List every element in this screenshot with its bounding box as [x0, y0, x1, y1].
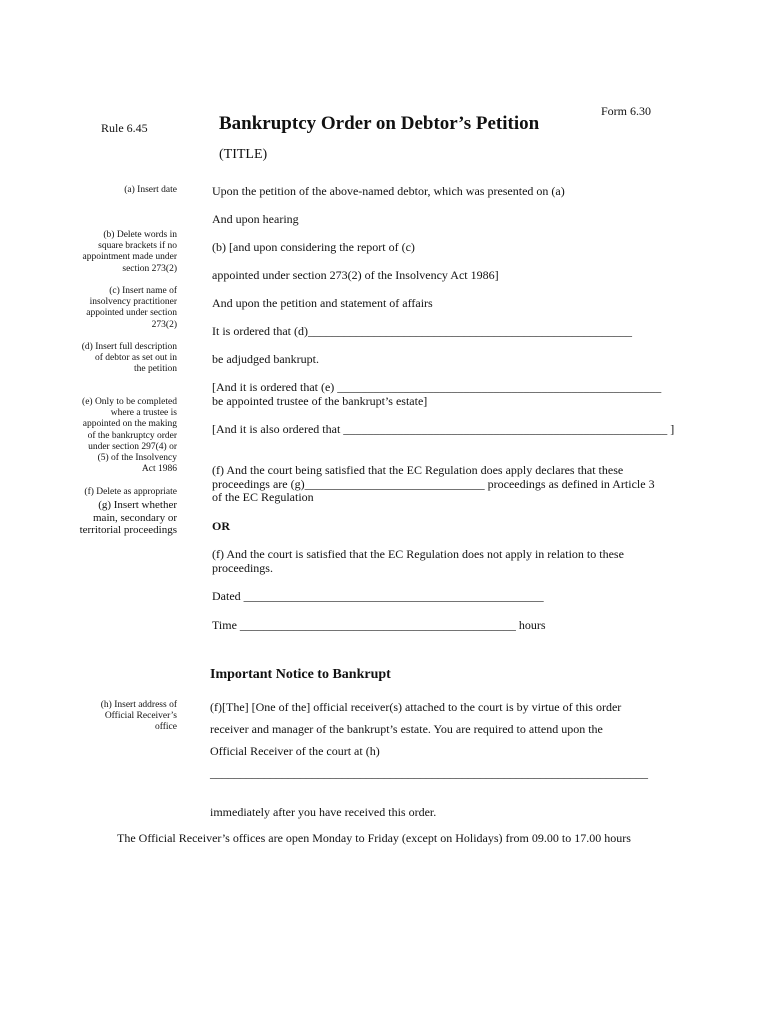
- margin-note-c: [86, 286, 177, 331]
- notice-line-2: receiver and manager of the bankrupt’s estate. You are required to attend upon the: [210, 722, 603, 736]
- note-line: of the bankruptcy order: [87, 430, 177, 441]
- ordered-line: It is ordered that (d)______________________________________________________: [212, 324, 632, 338]
- note-line: (e) Only to be completed: [82, 397, 177, 407]
- para-line: of the EC Regulation: [212, 490, 314, 504]
- note-line: Act 1986: [141, 464, 177, 475]
- note-line: where a trustee is: [110, 408, 177, 419]
- or-separator: OR: [212, 519, 230, 533]
- note-line: under section 297(4) or: [88, 441, 177, 452]
- note-line: (c) Insert name of: [109, 286, 177, 296]
- statement-line: And upon the petition and statement of affairs: [212, 296, 433, 310]
- note-line: section 273(2): [122, 263, 177, 274]
- trustee-line-1: [And it is ordered that (e) ______________________________________________________: [212, 380, 662, 394]
- note-line: the petition: [133, 364, 177, 375]
- notice-line-5: immediately after you have received this order.: [210, 805, 437, 819]
- dated-line: Dated __________________________________________________: [212, 589, 544, 603]
- time-line: Time ______________________________________________ hours: [212, 618, 546, 632]
- ec-not-applies-paragraph: [212, 548, 624, 575]
- note-line: (5) of the Insolvency: [97, 453, 177, 464]
- appointed-line: appointed under section 273(2) of the Insolvency Act 1986]: [212, 268, 499, 282]
- note-line: office: [155, 722, 177, 733]
- rule-number: Rule 6.45: [101, 121, 148, 135]
- also-ordered-line: [And it is also ordered that ______________________________________________________ ]: [212, 422, 675, 436]
- document-subtitle: (TITLE): [219, 147, 268, 162]
- address-blank-line: _________________________________________________________________________: [210, 766, 648, 780]
- note-line: (d) Insert full description: [81, 342, 177, 352]
- margin-note-h: [101, 700, 177, 734]
- note-line: insolvency practitioner: [89, 297, 177, 308]
- margin-note-d: [82, 342, 177, 376]
- note-line: Official Receiver’s: [104, 711, 177, 722]
- notice-heading: Important Notice to Bankrupt: [210, 667, 391, 682]
- margin-note-b: [83, 230, 177, 275]
- note-line: appointed on the making: [82, 419, 177, 430]
- note-line: (b) Delete words in: [103, 230, 177, 240]
- note-line: territorial proceedings: [79, 524, 177, 536]
- adjudged-line: be adjudged bankrupt.: [212, 352, 319, 366]
- note-line: of debtor as set out in: [94, 353, 177, 364]
- petition-line: Upon the petition of the above-named debtor, which was presented on (a): [212, 184, 565, 198]
- notice-line-1: (f)[The] [One of the] official receiver(s) attached to the court is by virtue of this order: [210, 700, 622, 714]
- para-line: (f) And the court being satisfied that the EC Regulation does apply declares that these: [212, 463, 624, 477]
- form-number: Form 6.30: [601, 104, 652, 118]
- note-line: appointed under section: [86, 308, 177, 319]
- notice-line-3: Official Receiver of the court at (h): [210, 744, 380, 758]
- ec-applies-paragraph: [212, 464, 655, 505]
- document-title: Bankruptcy Order on Debtor’s Petition: [219, 113, 540, 134]
- margin-note-g: [80, 499, 177, 537]
- para-line: (f) And the court is satisfied that the EC Regulation does not apply in relation to these: [212, 547, 624, 561]
- margin-note-e: [82, 397, 177, 475]
- para-line: proceedings are (g)______________________________ proceedings as defined in Article 3: [212, 476, 655, 491]
- note-line: (h) Insert address of: [100, 700, 177, 710]
- hearing-line: And upon hearing: [212, 212, 299, 226]
- note-line: main, secondary or: [93, 511, 177, 524]
- note-line: (g) Insert whether: [98, 499, 177, 511]
- margin-note-a: (a) Insert date: [124, 185, 177, 195]
- para-line: proceedings.: [212, 560, 273, 575]
- note-line: 273(2): [151, 319, 177, 330]
- margin-note-f: (f) Delete as appropriate: [84, 487, 177, 497]
- note-line: appointment made under: [82, 252, 177, 263]
- office-hours-footer: The Official Receiver’s offices are open Monday to Friday (except on Holidays) from 09.00 to 17.00 hours: [117, 831, 631, 845]
- trustee-line-2: be appointed trustee of the bankrupt’s estate]: [212, 394, 428, 408]
- note-line: square brackets if no: [98, 241, 177, 252]
- considering-line: (b) [and upon considering the report of (c): [212, 240, 415, 254]
